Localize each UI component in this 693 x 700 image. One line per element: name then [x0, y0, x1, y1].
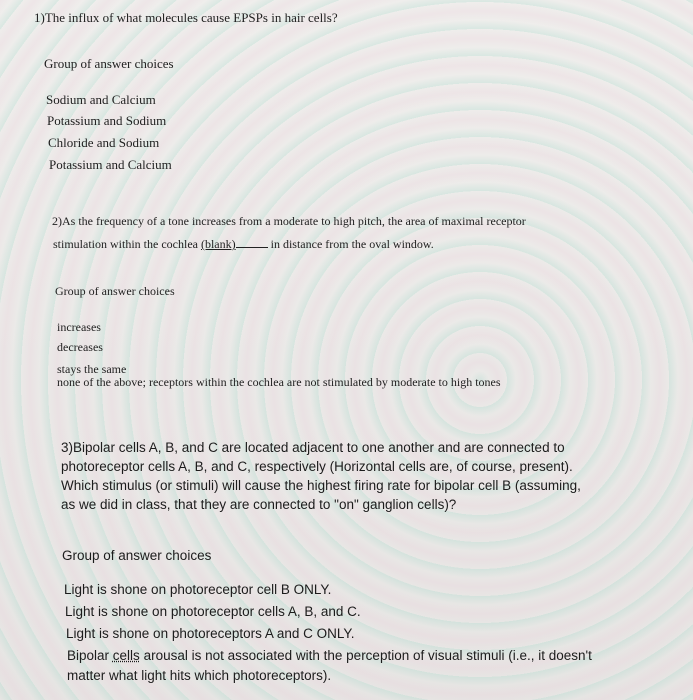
- question-1-text: 1)The influx of what molecules cause EPSPs in hair cells?: [34, 10, 338, 25]
- question-2-choice[interactable]: stays the same: [57, 362, 127, 376]
- question-3-text-line: as we did in class, that they are connected to "on" ganglion cells)?: [61, 497, 457, 512]
- question-1-choice[interactable]: Potassium and Calcium: [49, 157, 172, 172]
- question-2-text-after: in distance from the oval window.: [267, 237, 434, 251]
- question-1-choice[interactable]: Chloride and Sodium: [48, 135, 160, 150]
- question-3-text-line: 3)Bipolar cells A, B, and C are located adjacent to one another and are connected to: [61, 440, 565, 455]
- question-2-group-label: Group of answer choices: [55, 284, 175, 298]
- question-1-group-label: Group of answer choices: [44, 56, 174, 71]
- choice-4-rest: arousal is not associated with the perception of visual stimuli (i.e., it doesn't: [139, 648, 592, 663]
- question-3-text-line: Which stimulus (or stimuli) will cause the highest firing rate for bipolar cell B (assuming,: [61, 478, 581, 493]
- question-1-choice[interactable]: Sodium and Calcium: [46, 92, 156, 107]
- question-2-text-line2: [53, 236, 434, 252]
- question-2-text-before: stimulation within the cochlea: [53, 237, 201, 251]
- choice-4-word-bipolar: Bipolar: [67, 648, 110, 663]
- blank-placeholder: (blank): [200, 237, 236, 251]
- question-3-text-line: photoreceptor cells A, B, and C, respectively (Horizontal cells are, of course, present).: [61, 459, 573, 474]
- question-1-choice[interactable]: Potassium and Sodium: [47, 113, 167, 128]
- question-3-choice[interactable]: Light is shone on photoreceptor cell B ONLY.: [64, 582, 332, 597]
- question-3-choice-4-line2[interactable]: matter what light hits which photoreceptors).: [67, 668, 332, 683]
- question-2-text-line1: 2)As the frequency of a tone increases from a moderate to high pitch, the area of maximal receptor: [52, 214, 526, 228]
- question-3-choice-4-line1[interactable]: [67, 646, 592, 665]
- question-2-choice[interactable]: increases: [57, 320, 101, 334]
- blank-underline: [236, 236, 268, 248]
- choice-4-word-cells: cells: [112, 648, 140, 663]
- question-3-choice[interactable]: Light is shone on photoreceptor cells A, B, and C.: [65, 604, 361, 619]
- question-2-choice[interactable]: decreases: [57, 340, 103, 354]
- question-2-choice[interactable]: none of the above; receptors within the cochlea are not stimulated by moderate to high tones: [57, 375, 501, 389]
- question-3-group-label: Group of answer choices: [62, 548, 212, 563]
- question-3-choice[interactable]: Light is shone on photoreceptors A and C ONLY.: [66, 626, 355, 641]
